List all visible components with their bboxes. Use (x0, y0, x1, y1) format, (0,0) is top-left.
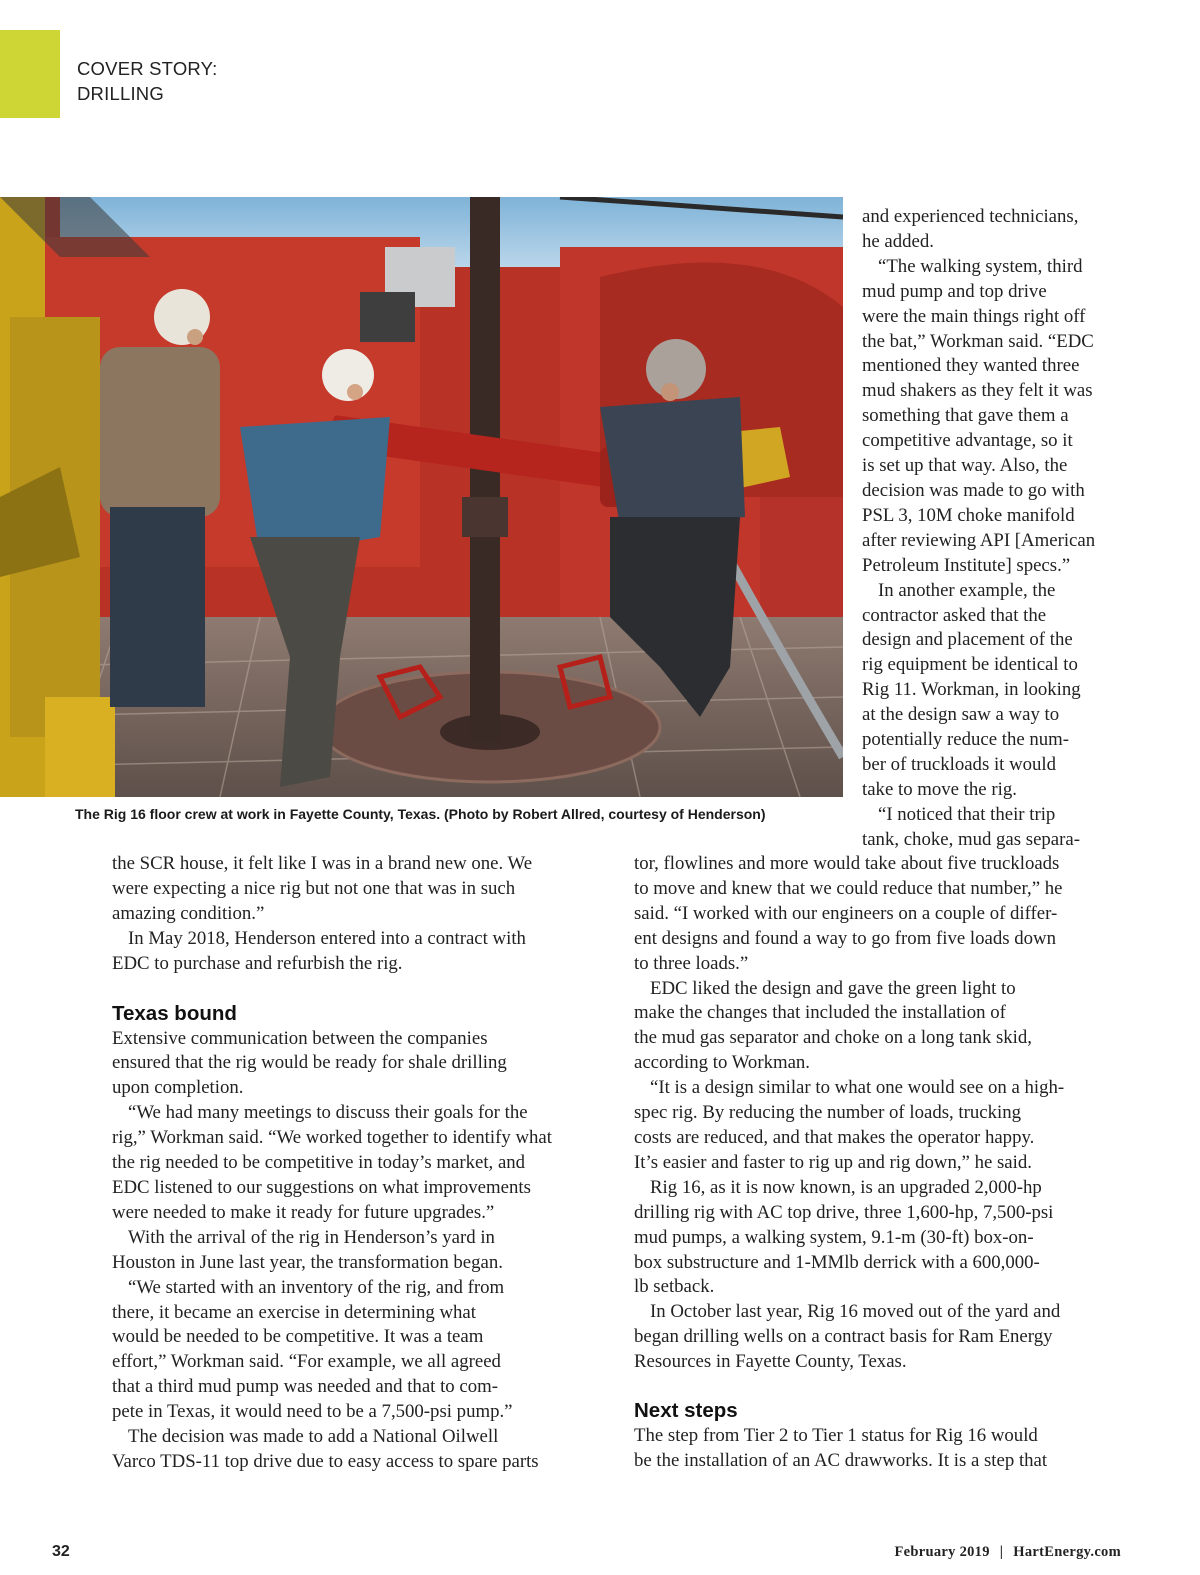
right-column-top (862, 205, 1127, 853)
text-line: after reviewing API [American (862, 529, 1096, 551)
section-label-line1: COVER STORY: (77, 58, 218, 79)
section-label-line2: DRILLING (77, 83, 164, 104)
text-line: make the changes that included the installation of (634, 1002, 1006, 1024)
text-line: he added. (862, 230, 934, 252)
rig-floor-photo (0, 197, 843, 797)
subheading-next-steps: Next steps (634, 1399, 738, 1423)
text-line: something that gave them a (862, 405, 1069, 427)
left-column (112, 852, 605, 1475)
footer-issue-date: February 2019 (894, 1544, 990, 1560)
text-line: With the arrival of the rig in Henderson’s yard in (128, 1226, 495, 1248)
text-line: to move and knew that we could reduce that number,” he (634, 877, 1063, 899)
text-line: spec rig. By reducing the number of loads, trucking (634, 1102, 1022, 1124)
text-line: amazing condition.” (112, 902, 265, 924)
footer-site-link[interactable]: HartEnergy.com (1013, 1544, 1121, 1560)
text-line: the mud gas separator and choke on a long tank skid, (634, 1027, 1032, 1049)
text-line: contractor asked that the (862, 604, 1047, 626)
text-line: box substructure and 1-MMlb derrick with a 600,000- (634, 1251, 1040, 1273)
footer-issue-info (894, 1544, 1121, 1561)
text-line: said. “I worked with our engineers on a couple of differ- (634, 902, 1058, 924)
page-number: 32 (52, 1543, 70, 1560)
text-line: ent designs and found a way to go from five loads down (634, 927, 1056, 949)
section-label (77, 56, 218, 106)
text-line: “We started with an inventory of the rig, and from (128, 1276, 505, 1298)
text-line: mud shakers as they felt it was (862, 380, 1093, 402)
text-line: take to move the rig. (862, 778, 1017, 800)
text-line: EDC to purchase and refurbish the rig. (112, 952, 403, 974)
text-line: to three loads.” (634, 952, 749, 974)
text-line: Houston in June last year, the transformation began. (112, 1251, 503, 1273)
text-line: drilling rig with AC top drive, three 1,600-hp, 7,500-psi (634, 1201, 1054, 1223)
text-line: “The walking system, third (878, 255, 1083, 277)
text-line: mud pump and top drive (862, 280, 1047, 302)
text-line: upon completion. (112, 1077, 244, 1099)
text-line: In October last year, Rig 16 moved out of the yard and (650, 1301, 1061, 1323)
text-line: ber of truckloads it would (862, 753, 1057, 775)
text-line: Resources in Fayette County, Texas. (634, 1351, 907, 1373)
text-line: “I noticed that their trip (878, 803, 1056, 825)
text-line: were needed to make it ready for future upgrades.” (112, 1201, 495, 1223)
subheading-texas-bound: Texas bound (112, 1001, 237, 1025)
text-line: Petroleum Institute] specs.” (862, 554, 1071, 576)
text-line: rig,” Workman said. “We worked together to identify what (112, 1127, 552, 1149)
text-line: Rig 16, as it is now known, is an upgraded 2,000-hp (650, 1176, 1042, 1198)
text-line: mentioned they wanted three (862, 355, 1080, 377)
text-line: that a third mud pump was needed and that to com- (112, 1376, 498, 1398)
text-line: competitive advantage, so it (862, 430, 1073, 452)
text-line: In another example, the (878, 579, 1056, 601)
text-line: ensured that the rig would be ready for shale drilling (112, 1052, 507, 1074)
text-line: “It is a design similar to what one would see on a high- (650, 1077, 1065, 1099)
text-line: were expecting a nice rig but not one that was in such (112, 877, 516, 899)
text-line: effort,” Workman said. “For example, we all agreed (112, 1351, 501, 1373)
text-line: EDC liked the design and gave the green light to (650, 977, 1016, 999)
text-line: tank, choke, mud gas separa- (862, 828, 1080, 850)
text-line: In May 2018, Henderson entered into a contract with (128, 927, 526, 949)
text-line: rig equipment be identical to (862, 654, 1078, 676)
text-line: design and placement of the (862, 629, 1073, 651)
text-line: would be needed to be competitive. It was a team (112, 1326, 484, 1348)
text-line: potentially reduce the num- (862, 729, 1070, 751)
text-line: The decision was made to add a National Oilwell (128, 1426, 499, 1448)
text-line: the bat,” Workman said. “EDC (862, 330, 1094, 352)
text-line: The step from Tier 2 to Tier 1 status for Rig 16 would (634, 1425, 1038, 1447)
text-line: there, it became an exercise in determining what (112, 1301, 476, 1323)
section-color-tab (0, 30, 60, 118)
text-line: Extensive communication between the companies (112, 1027, 488, 1049)
text-line: the SCR house, it felt like I was in a brand new one. We (112, 853, 533, 874)
text-line: at the design saw a way to (862, 704, 1060, 726)
text-line: were the main things right off (862, 305, 1086, 327)
text-line: costs are reduced, and that makes the operator happy. (634, 1126, 1035, 1148)
text-line: It’s easier and faster to rig up and rig down,” he said. (634, 1151, 1032, 1173)
text-line: mud pumps, a walking system, 9.1-m (30-ft) box-on- (634, 1226, 1034, 1248)
footer-separator: | (999, 1544, 1004, 1560)
text-line: according to Workman. (634, 1052, 810, 1074)
text-line: lb setback. (634, 1276, 715, 1298)
text-line: Varco TDS-11 top drive due to easy access to spare parts (112, 1450, 539, 1472)
photo-caption: The Rig 16 floor crew at work in Fayette County, Texas. (Photo by Robert Allred, courtesy of Henderson) (75, 806, 766, 822)
text-line: began drilling wells on a contract basis for Ram Energy (634, 1326, 1053, 1348)
text-line: is set up that way. Also, the (862, 455, 1068, 477)
text-line: and experienced technicians, (862, 206, 1079, 227)
middle-column (634, 852, 1128, 1474)
text-line: the rig needed to be competitive in today’s market, and (112, 1152, 526, 1174)
text-line: EDC listened to our suggestions on what improvements (112, 1176, 531, 1198)
text-line: tor, flowlines and more would take about five truckloads (634, 853, 1060, 874)
text-line: PSL 3, 10M choke manifold (862, 504, 1075, 526)
text-line: decision was made to go with (862, 479, 1085, 501)
text-line: pete in Texas, it would need to be a 7,500-psi pump.” (112, 1401, 513, 1423)
text-line: “We had many meetings to discuss their goals for the (128, 1102, 528, 1124)
text-line: be the installation of an AC drawworks. It is a step that (634, 1449, 1048, 1471)
text-line: Rig 11. Workman, in looking (862, 679, 1081, 701)
